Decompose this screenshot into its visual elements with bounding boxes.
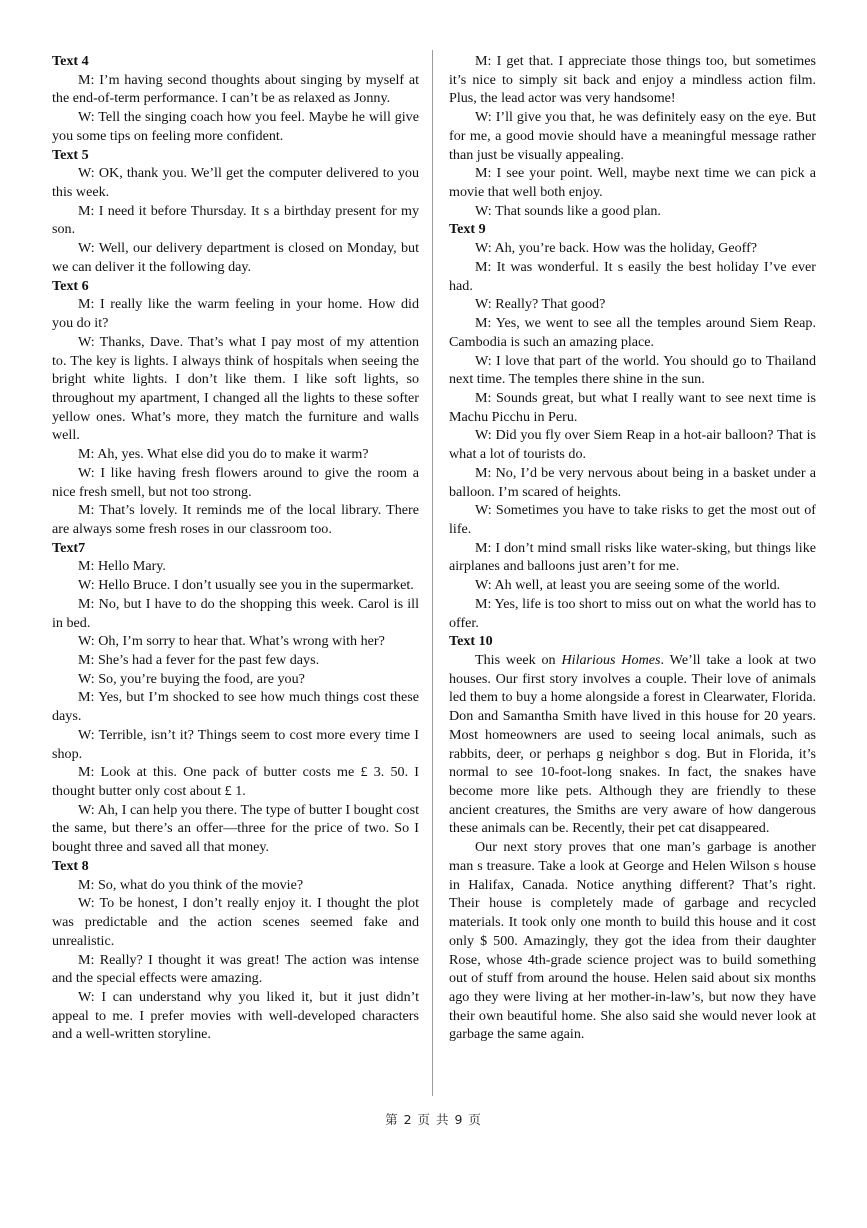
section-heading: Text 6 [52, 277, 89, 294]
paragraph: M: Hello Mary. [78, 558, 166, 575]
section-heading: Text 8 [52, 857, 89, 874]
paragraph: M: Yes, we went to see all the temples around Siem Reap. Cambodia is such an amazing place. [449, 315, 816, 350]
program-title: Hilarious Homes [561, 652, 661, 668]
paragraph: M: I need it before Thursday. It s a birthday present for my son. [52, 202, 419, 238]
paragraph: M: Sounds great, but what I really want to see next time is Machu Picchu in Peru. [449, 389, 816, 425]
paragraph: W: Ah well, at least you are seeing some of the world. [475, 577, 781, 594]
paragraph: W: I love that part of the world. You should go to Thailand next time. The temples there shine in the sun. [449, 352, 816, 388]
paragraph: W: Well, our delivery department is closed on Monday, but we can deliver it the following day. [52, 240, 419, 275]
paragraph: W: So, you’re buying the food, are you? [78, 670, 305, 687]
paragraph: W: I like having fresh flowers around to give the room a nice fresh smell, but not too strong. [52, 464, 419, 500]
paragraph: W: I can understand why you liked it, but it just didn’t appeal to me. I prefer movies with well-developed characters and a well-written storyline. [52, 988, 419, 1043]
paragraph: M: It was wonderful. It s easily the best holiday I’ve ever had. [449, 258, 816, 294]
paragraph: M: Look at this. One pack of butter costs me £ 3. 50. I thought butter only cost about £ 1. [52, 764, 419, 800]
paragraph: M: Really? I thought it was great! The action was intense and the special effects were amazing. [52, 951, 419, 987]
section-heading: Text7 [52, 539, 86, 556]
paragraph: W: Tell the singing coach how you feel. Maybe he will give you some tips on feeling more confident. [52, 109, 419, 144]
paragraph: M: I’m having second thoughts about singing by myself at the end-of-term performance. I can’t be as relaxed as Jonny. [52, 71, 419, 107]
paragraph: M: No, I’d be very nervous about being in a basket under a balloon. I’m scared of heights. [449, 464, 816, 500]
paragraph: W: I’ll give you that, he was definitely easy on the eye. But for me, a good movie should have a meaningful message rather than just be visually appealing. [449, 109, 816, 163]
paragraph: W: That sounds like a good plan. [475, 202, 661, 219]
paragraph: M: Yes, life is too short to miss out on what the world has to offer. [449, 595, 816, 631]
page-footer: 第 2 页 共 9 页 [385, 1112, 482, 1127]
paragraph: M: Ah, yes. What else did you do to make it warm? [78, 446, 369, 463]
paragraph: M: So, what do you think of the movie? [78, 876, 304, 893]
paragraph: M: I see your point. Well, maybe next time we can pick a movie that well both enjoy. [449, 165, 816, 201]
section-heading: Text 5 [52, 146, 89, 163]
paragraph: W: OK, thank you. We’ll get the computer delivered to you this week. [52, 165, 419, 201]
paragraph: M: She’s had a fever for the past few days. [78, 652, 320, 668]
paragraph: W: Ah, I can help you there. The type of butter I bought cost the same, but there’s an offer—three for the price of two. So I bought three and saved all that money. [52, 801, 419, 856]
paragraph: W: Thanks, Dave. That’s what I pay most of my attention to. The key is lights. I always think of hospitals when seeing the bright white lights. I don’t like them. I like soft lights, so throughout my apartment, I changed all the lights to these softer yellow ones. What’s more, they match the furniture and walls well. [52, 333, 419, 444]
paragraph: W: Did you fly over Siem Reap in a hot-air balloon? That is what a lot of tourists do. [449, 427, 816, 463]
paragraph: M: I really like the warm feeling in your home. How did you do it? [52, 296, 419, 332]
paragraph: M: Yes, but I’m shocked to see how much things cost these days. [52, 689, 419, 725]
section-heading: Text 4 [52, 53, 89, 69]
paragraph: M: I don’t mind small risks like water-sking, but things like airplanes and balloons just aren’t for me. [449, 539, 816, 575]
paragraph: M: That’s lovely. It reminds me of the local library. There are always some fresh roses in our classroom too. [52, 502, 419, 537]
paragraph: Our next story proves that one man’s garbage is another man s treasure. Take a look at George and Helen Wilson s house in Halifax, Canada. Notice anything different? That’s right. Their house is completely made of garbage and recycled materials. It took only one month to build this house and it cost only $ 500. Amazingly, they got the idea from their daughter Rose, whose 4th-grade science project was to build something out of stuff from around the house. Helen said about six months ago they were living at her mother-in-law’s, but now they have their own beautiful home. She also said she would never look at garbage the same again. [449, 839, 816, 1043]
paragraph: W: Really? That good? [475, 296, 606, 313]
paragraph: W: Terrible, isn’t it? Things seem to cost more every time I shop. [52, 726, 419, 762]
paragraph: W: Sometimes you have to take risks to get the most out of life. [449, 502, 816, 537]
left-column [52, 52, 419, 1044]
paragraph: W: Ah, you’re back. How was the holiday, Geoff? [475, 240, 758, 257]
paragraph: M: No, but I have to do the shopping this week. Carol is ill in bed. [52, 595, 419, 631]
section-heading: Text 10 [449, 633, 493, 650]
paragraph-text: . We’ll take a look at two houses. Our first story involves a couple. Their love of animals led them to buy a home alongside a forest in Clearwater, Florida. Don and Samantha Smith have lived in this house for 20 years. Most homeowners are used to seeing local animals, such as rabbits, deer, or perhaps g neighbor s dog. But in Florida, it’s normal to see 10-foot-long snakes. In fact, the snakes have become more like pets. Although they are friendly to these ancient creatures, the Smiths are very aware of how dangerous these animals can be. Recently, their pet cat disappeared. [449, 652, 816, 837]
paragraph: M: I get that. I appreciate those things too, but sometimes it’s nice to simply sit back and enjoy a mindless action film. Plus, the lead actor was very handsome! [449, 53, 816, 107]
paragraph: W: To be honest, I don’t really enjoy it. I thought the plot was predictable and the action scenes seemed fake and unrealistic. [52, 895, 419, 949]
right-column [449, 52, 816, 1044]
section-heading: Text 9 [449, 221, 486, 238]
paragraph-text: This week on [475, 652, 562, 668]
paragraph: W: Oh, I’m sorry to hear that. What’s wrong with her? [78, 633, 385, 650]
column-divider [432, 50, 433, 1096]
paragraph [449, 651, 816, 838]
paragraph: W: Hello Bruce. I don’t usually see you in the supermarket. [78, 577, 414, 594]
